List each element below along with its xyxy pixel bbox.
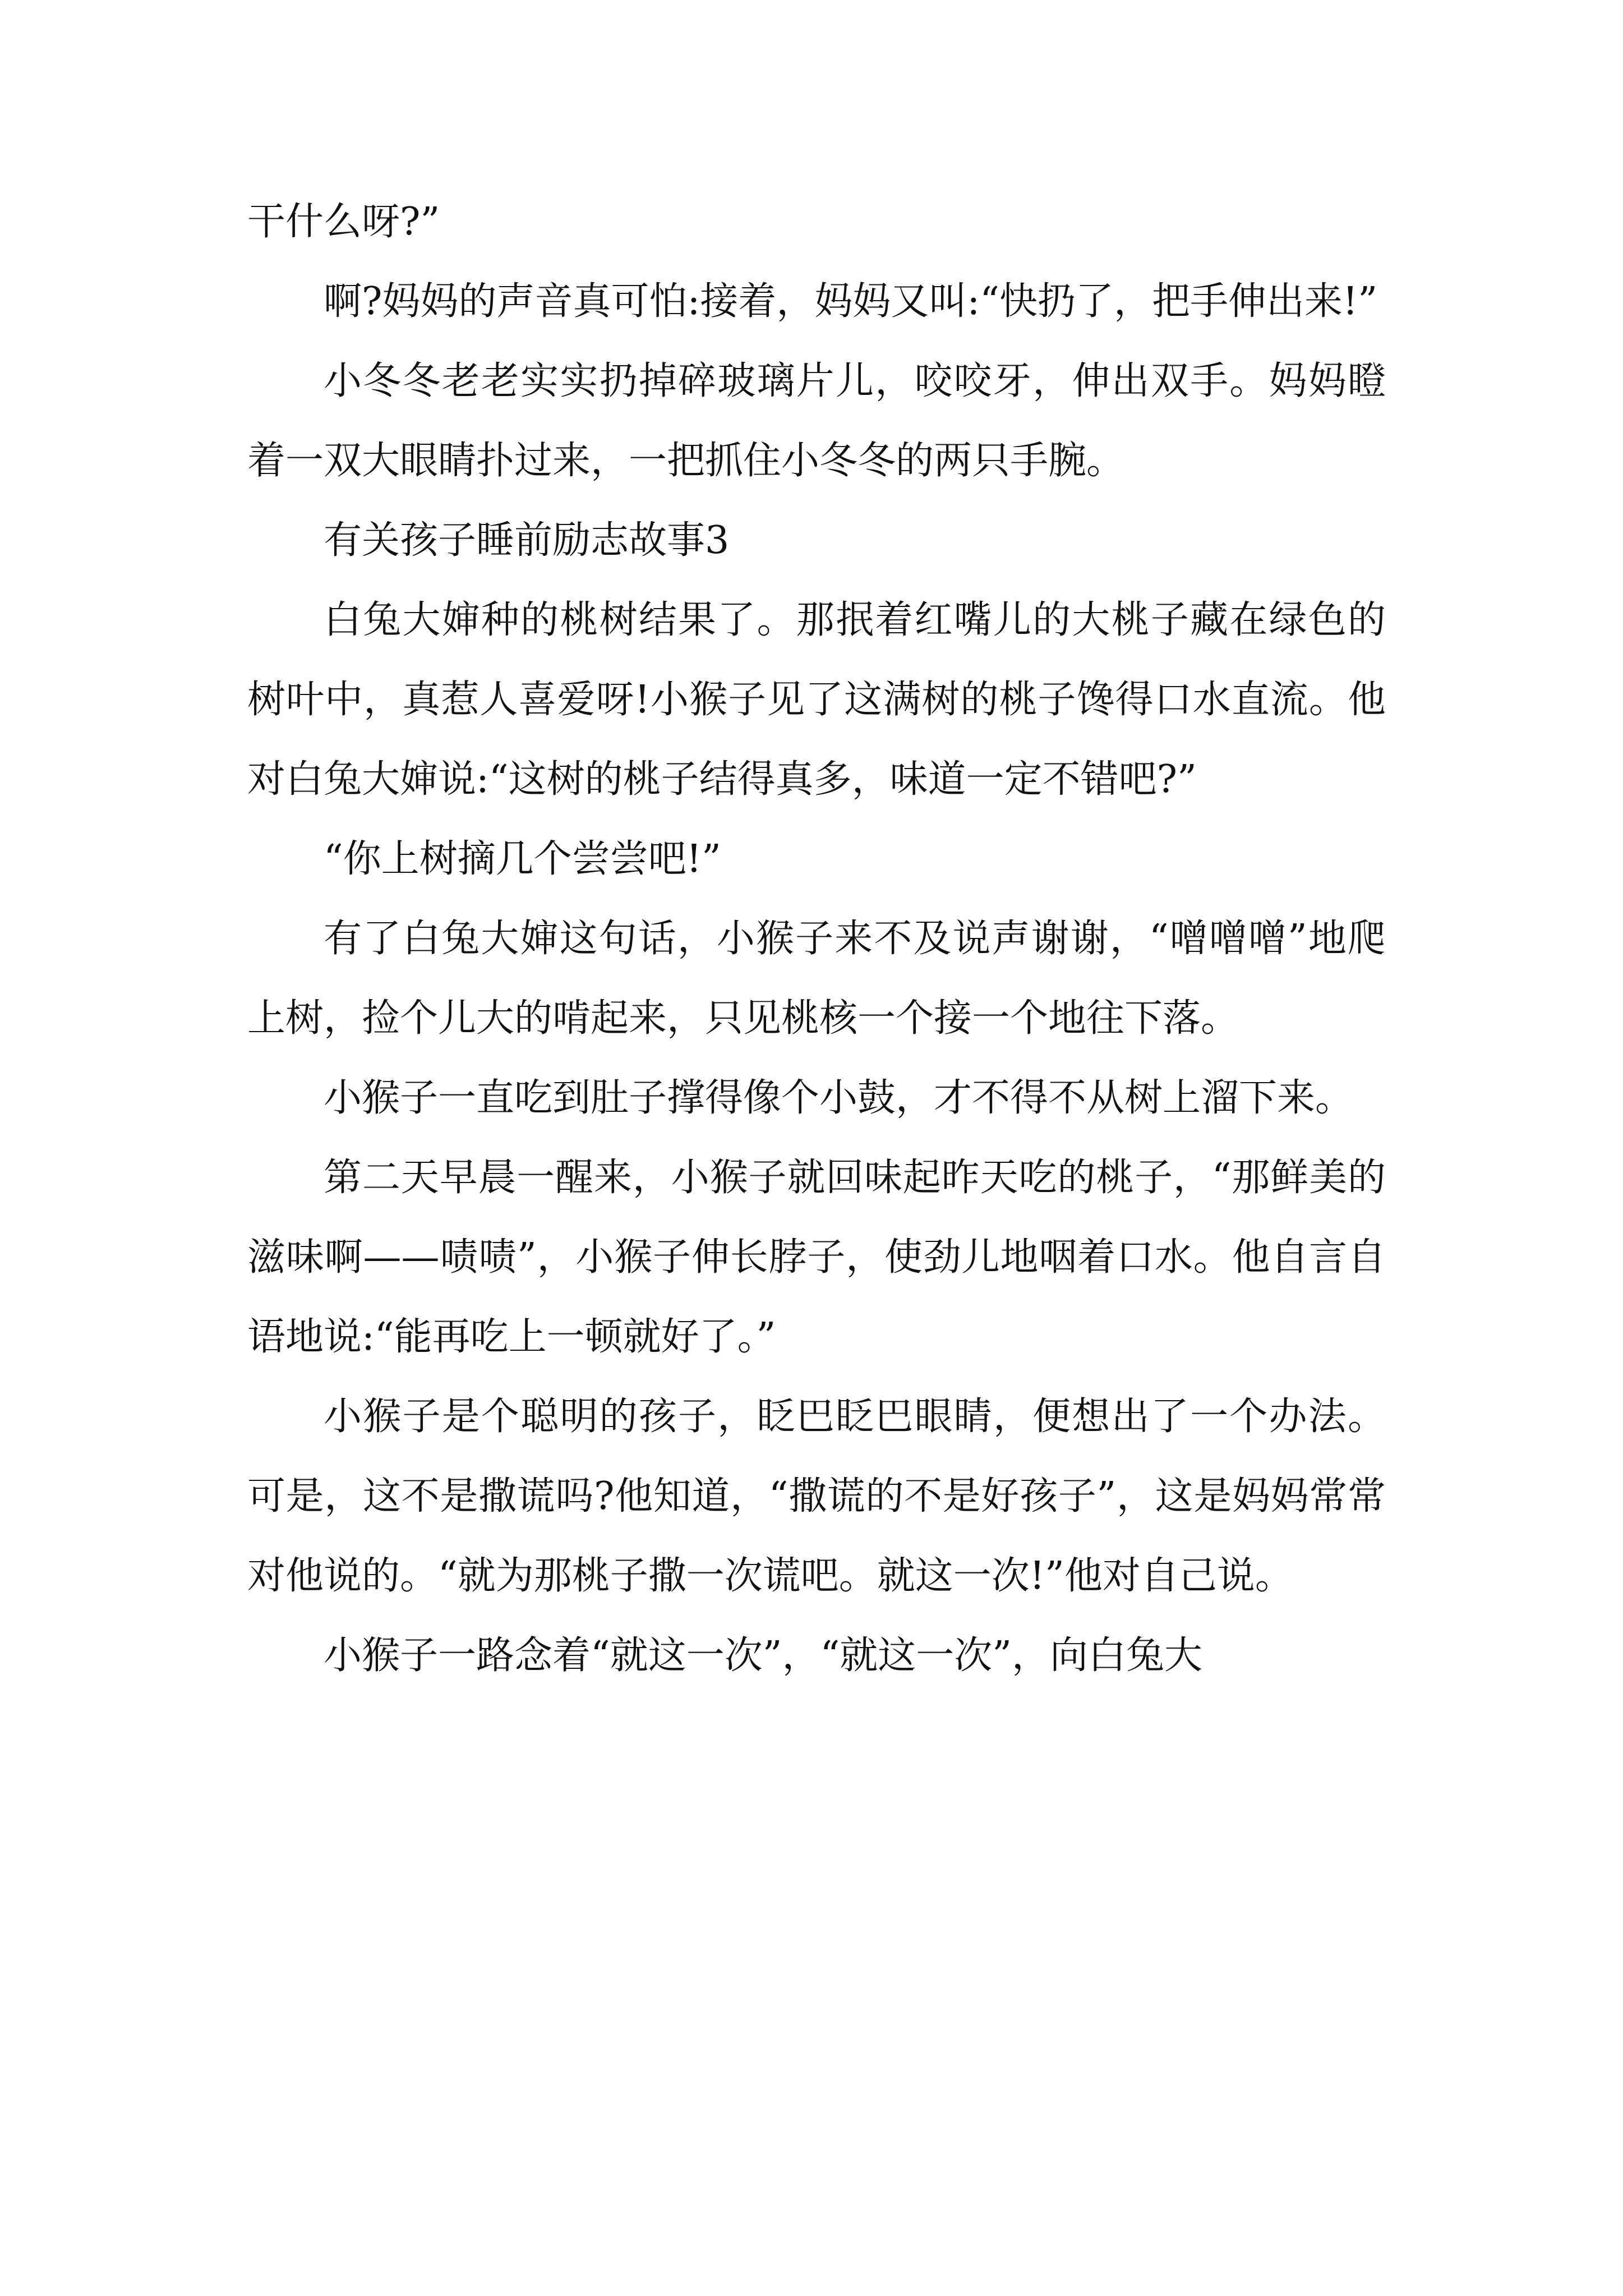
paragraph: 小猴子一路念着“就这一次”，“就这一次”，向白兔大 bbox=[324, 1634, 1203, 1678]
paragraph: 啊?妈妈的声音真可怕:接着，妈妈又叫:“快扔了，把手伸出来!” bbox=[324, 279, 1378, 324]
paragraph: 小冬冬老老实实扔掉碎玻璃片儿，咬咬牙，伸出双手。妈妈瞪着一双大眼睛扑过来，一把抓住小冬冬的两只手腕。 bbox=[247, 359, 1386, 483]
paragraph: 第二天早晨一醒来，小猴子就回味起昨天吃的桃子，“那鲜美的滋味啊——啧啧”，小猴子伸长脖子，使劲儿地咽着口水。他自言自语地说:“能再吃上一顿就好了。” bbox=[247, 1156, 1386, 1359]
paragraph: 有了白兔大婶这句话，小猴子来不及说声谢谢，“噌噌噌”地爬上树，捡个儿大的啃起来，只见桃核一个接一个地往下落。 bbox=[247, 917, 1386, 1041]
paragraph: “你上树摘几个尝尝吧!” bbox=[324, 837, 721, 881]
section-heading: 有关孩子睡前励志故事3 bbox=[324, 518, 730, 563]
paragraph: 小猴子一直吃到肚子撑得像个小鼓，才不得不从树上溜下来。 bbox=[324, 1076, 1354, 1120]
document-body bbox=[247, 182, 1386, 1696]
paragraph: 白兔大婶种的桃树结果了。那抿着红嘴儿的大桃子藏在绿色的树叶中，真惹人喜爱呀!小猴子见了这满树的桃子馋得口水直流。他对白兔大婶说:“这树的桃子结得真多，味道一定不错吧?” bbox=[247, 598, 1386, 802]
paragraph: 小猴子是个聪明的孩子，眨巴眨巴眼睛，便想出了一个办法。可是，这不是撒谎吗?他知道，“撒谎的不是好孩子”，这是妈妈常常对他说的。“就为那桃子撒一次谎吧。就这一次!”他对自己说。 bbox=[247, 1395, 1386, 1598]
paragraph-continuation: 干什么呀?” bbox=[247, 200, 440, 244]
